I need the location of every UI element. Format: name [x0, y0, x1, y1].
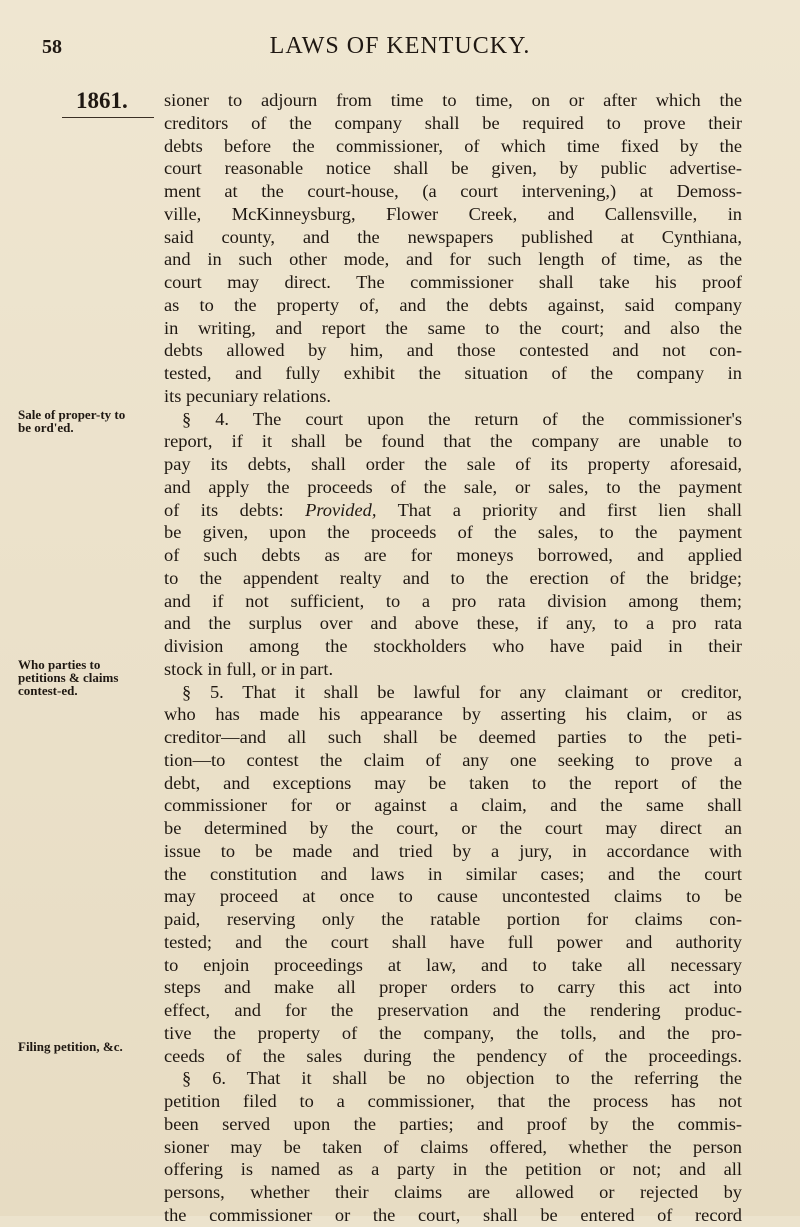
- text-line: ceeds of the sales during the pendency of the proceedings.: [164, 1045, 742, 1066]
- text-line: commissioner for or against a claim, and the same shall: [164, 795, 742, 816]
- text-line-provided: [164, 499, 742, 522]
- provided-italic: Provided,: [305, 499, 377, 520]
- text-line: paid, reserving only the ratable portion for claims con-: [164, 909, 742, 929]
- text-line: debts before the commissioner, of which time fixed by the: [164, 135, 742, 156]
- page-number: 58: [42, 36, 62, 58]
- running-head: LAWS OF KENTUCKY.: [269, 33, 531, 59]
- text-line: court may direct. The commissioner shall take his proof: [164, 272, 742, 292]
- section-6-heading-line: § 6. That it shall be no objection to the referring the: [182, 1068, 742, 1089]
- text-line: sioner may be taken of claims offered, whether the person: [164, 1136, 742, 1157]
- text-line: the constitution and laws in similar cases; and the court: [164, 863, 742, 884]
- text-line: tive the property of the company, the tolls, and the pro-: [164, 1022, 742, 1043]
- text-line: effect, and for the preservation and the rendering produc-: [164, 1000, 742, 1020]
- year-rule-divider: [62, 117, 154, 118]
- margin-note-sale-of-property: Sale of proper-ty to be ord'ed.: [18, 407, 126, 435]
- statute-text: [164, 89, 742, 1227]
- section-5-heading-line: § 5. That it shall be lawful for any claimant or creditor,: [182, 681, 742, 702]
- text-line: be given, upon the proceeds of the sales, to the payment: [164, 522, 742, 543]
- text-line: debt, and exceptions may be taken to the report of the: [164, 772, 742, 793]
- text-line: its pecuniary relations.: [164, 385, 331, 406]
- margin-note-parties-contest: Who parties to petitions & claims contest-ed.: [18, 657, 119, 698]
- text-line: issue to be made and tried by a jury, in accordance with: [164, 840, 742, 861]
- text-line: creditors of the company shall be required to prove their: [164, 112, 742, 133]
- text-line: tion—to contest the claim of any one seeking to prove a: [164, 749, 742, 770]
- text-line: debts allowed by him, and those contested and not con-: [164, 340, 742, 361]
- text-line: report, if it shall be found that the company are unable to: [164, 431, 742, 452]
- text-line: division among the stockholders who have paid in their: [164, 636, 742, 656]
- text-line: and if not sufficient, to a pro rata division among them;: [164, 590, 742, 611]
- text-line: ment at the court-house, (a court intervening,) at Demoss-: [164, 181, 742, 201]
- text-line: be determined by the court, or the court may direct an: [164, 818, 742, 838]
- text-line: petition filed to a commissioner, that the process has not: [164, 1091, 742, 1111]
- text-line: to enjoin proceedings at law, and to take all necessary: [164, 954, 742, 975]
- section-4-heading-line: § 4. The court upon the return of the commissioner's: [182, 408, 742, 429]
- text-line: pay its debts, shall order the sale of its property aforesaid,: [164, 454, 742, 474]
- text-line: to the appendent realty and to the erection of the bridge;: [164, 567, 742, 588]
- text-line: tested, and fully exhibit the situation of the company in: [164, 363, 742, 383]
- text-line: of such debts as are for moneys borrowed, and applied: [164, 545, 742, 565]
- text-line: as to the property of, and the debts against, said company: [164, 294, 742, 315]
- text-line: stock in full, or in part.: [164, 658, 334, 679]
- text-line: and in such other mode, and for such length of time, as the: [164, 249, 742, 270]
- text-line: the commissioner or the court, shall be entered of record: [164, 1204, 742, 1225]
- text-line: who has made his appearance by asserting his claim, or as: [164, 704, 742, 725]
- text-line: and the surplus over and above these, if any, to a pro rata: [164, 613, 742, 634]
- text-line: persons, whether their claims are allowed or rejected by: [164, 1182, 742, 1202]
- text-line: may proceed at once to cause uncontested claims to be: [164, 886, 742, 907]
- provided-line-text: of its debts: Provided, That a priority and first lien shall: [164, 499, 743, 520]
- text-line: creditor—and all such shall be deemed parties to the peti-: [164, 727, 742, 747]
- text-line: court reasonable notice shall be given, by public advertise-: [164, 158, 742, 179]
- text-line: tested; and the court shall have full power and authority: [164, 931, 742, 952]
- year-marker: 1861.: [76, 88, 128, 113]
- text-line: steps and make all proper orders to carry this act into: [164, 977, 742, 998]
- margin-note-filing-petition: Filing petition, &c.: [18, 1039, 123, 1054]
- text-line: in writing, and report the same to the court; and also the: [164, 317, 742, 338]
- text-line: and apply the proceeds of the sale, or sales, to the payment: [164, 476, 742, 497]
- text-line: sioner to adjourn from time to time, on or after which the: [164, 90, 742, 110]
- text-line: offering is named as a party in the petition or not; and all: [164, 1159, 742, 1180]
- text-line: been served upon the parties; and proof by the commis-: [164, 1113, 742, 1134]
- text-line: said county, and the newspapers published at Cynthiana,: [164, 226, 742, 247]
- text-line: ville, McKinneysburg, Flower Creek, and Callensville, in: [164, 203, 742, 224]
